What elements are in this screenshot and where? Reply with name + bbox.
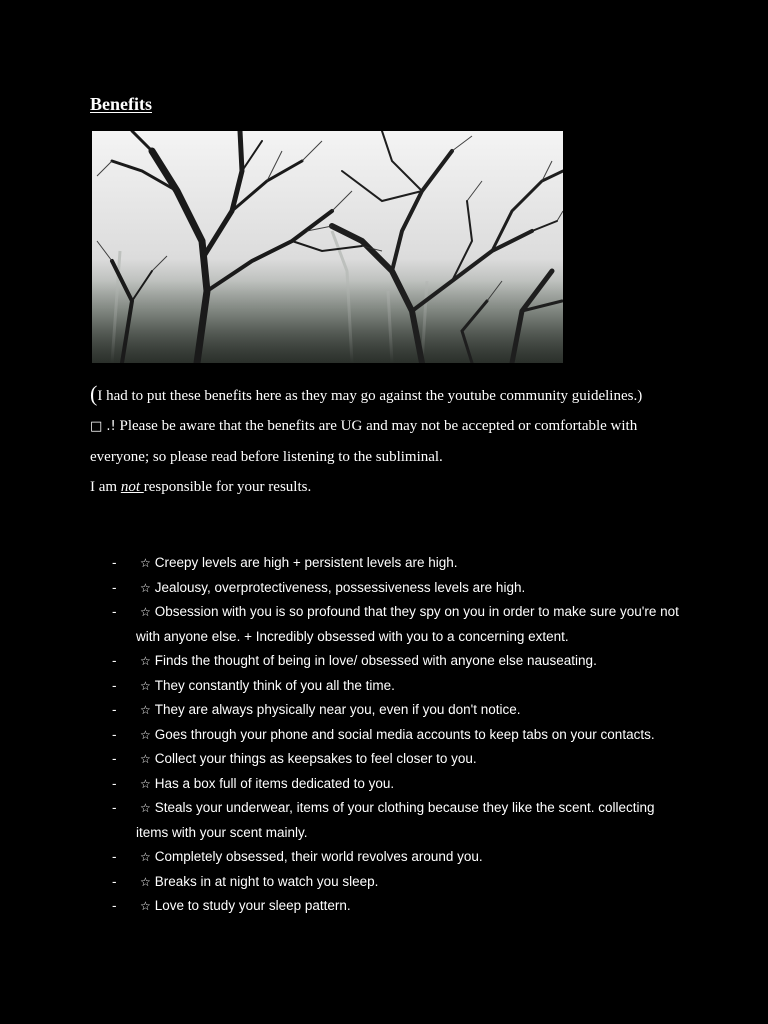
disclaimer	[90, 472, 690, 502]
dash-bullet: -	[112, 653, 117, 668]
benefit-text: They are always physically near you, even if you don't notice.	[154, 702, 521, 717]
benefit-text: Finds the thought of being in love/ obsessed with anyone else nauseating.	[154, 653, 597, 668]
foggy-forest-image	[92, 131, 563, 363]
note-text: I had to put these benefits here as they may go against the youtube community guidelines.)	[97, 388, 643, 404]
star-icon: ☆	[140, 850, 151, 864]
list-item	[90, 772, 690, 797]
disclaimer-post: responsible for your results.	[143, 479, 312, 495]
star-icon: ☆	[140, 776, 151, 791]
dash-bullet: -	[112, 702, 117, 717]
benefit-text: Has a box full of items dedicated to you.	[154, 775, 395, 791]
list-item	[90, 723, 690, 748]
benefit-text: Collect your things as keepsakes to feel closer to you.	[154, 751, 477, 766]
dash-bullet: -	[112, 555, 117, 570]
intro-text	[90, 379, 690, 502]
dash-bullet: -	[112, 775, 117, 791]
dash-bullet: -	[112, 604, 117, 619]
benefit-text: Completely obsessed, their world revolves around you.	[154, 849, 483, 864]
disclaimer-emphasis: not	[120, 479, 144, 495]
dash-bullet: -	[112, 677, 117, 693]
warning-text: Please be aware that the benefits are UG and may not be accepted or comfortable with everyone; so please read before listening to the subliminal.	[90, 418, 638, 465]
dash-bullet: -	[112, 579, 117, 595]
list-item	[90, 747, 690, 772]
benefit-text: They constantly think of you all the time.	[154, 677, 395, 693]
star-icon: ☆	[140, 727, 151, 742]
list-item	[90, 698, 690, 723]
star-icon: ☆	[140, 678, 151, 693]
star-icon: ☆	[140, 703, 151, 717]
benefit-text: Creepy levels are high + persistent levels are high.	[154, 555, 458, 570]
list-item	[90, 674, 690, 699]
list-item	[90, 796, 690, 845]
star-icon: ☆	[140, 874, 151, 889]
warning-paragraph	[90, 411, 690, 472]
benefit-text: Obsession with you is so profound that they spy on you in order to make sure you're not with anyone else. + Incredibly obsessed with you to a concerning extent.	[136, 604, 679, 644]
dash-bullet: -	[112, 873, 117, 889]
open-paren: (	[90, 381, 98, 406]
star-icon: ☆	[140, 580, 151, 595]
list-item	[90, 600, 690, 649]
benefits-list	[90, 551, 690, 919]
dash-bullet: -	[112, 726, 117, 742]
list-item	[90, 870, 690, 895]
list-item	[90, 551, 690, 576]
benefit-text: Steals your underwear, items of your clothing because they like the scent. collecting items with your scent mainly.	[136, 800, 655, 840]
warning-icon: □ .!	[90, 419, 116, 434]
star-icon: ☆	[140, 801, 151, 815]
dash-bullet: -	[112, 751, 117, 766]
page-title: Benefits	[90, 94, 152, 114]
benefit-text: Goes through your phone and social media accounts to keep tabs on your contacts.	[154, 726, 655, 742]
list-item	[90, 894, 690, 919]
benefit-text: Breaks in at night to watch you sleep.	[154, 873, 379, 889]
benefit-text: Love to study your sleep pattern.	[154, 898, 351, 913]
list-item	[90, 845, 690, 870]
dash-bullet: -	[112, 898, 117, 913]
dash-bullet: -	[112, 800, 117, 815]
star-icon: ☆	[140, 605, 151, 619]
list-item	[90, 649, 690, 674]
star-icon: ☆	[140, 556, 151, 570]
disclaimer-pre: I am	[90, 479, 121, 495]
benefit-text: Jealousy, overprotectiveness, possessiveness levels are high.	[154, 579, 526, 595]
star-icon: ☆	[140, 899, 151, 913]
star-icon: ☆	[140, 752, 151, 766]
list-item	[90, 576, 690, 601]
dash-bullet: -	[112, 849, 117, 864]
star-icon: ☆	[140, 654, 151, 668]
community-note	[90, 379, 690, 411]
